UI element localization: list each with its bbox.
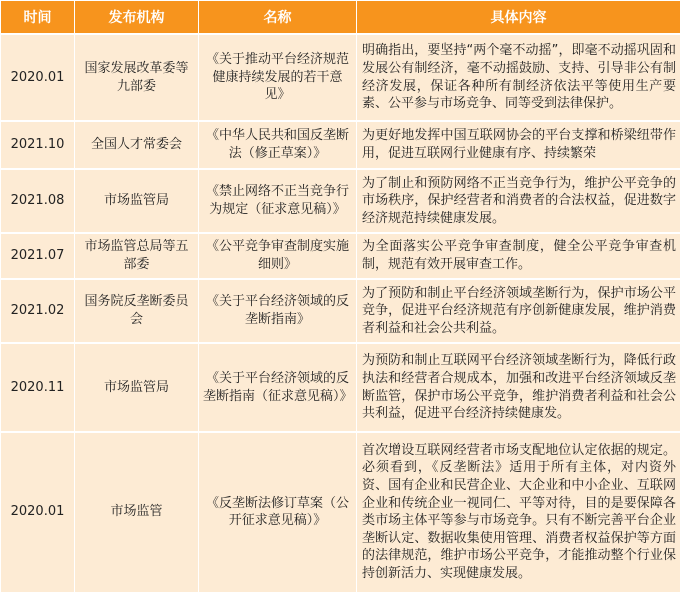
cell-name: 《中华人民共和国反垄断法（修正草案）》 [199,121,357,169]
cell-org: 市场监管总局等五部委 [75,233,199,279]
cell-content [357,432,680,592]
cell-name: 《反垄断法修订草案（公开征求意见稿）》 [199,432,357,592]
header-name: 名称 [199,1,357,35]
cell-content [357,279,680,343]
cell-content-text: 首次增设互联网经营者市场支配地位认定依据的规定。必须看到，《反垄断法》适用于所有主体，对内资外资、国有企业和民营企业、大企业和中小企业、互联网企业和传统企业一视同仁、平等对待，目的是要保障各类市场主体平等参与市场竞争。只有不断完善平台企业垄断认定、数据收集使用管理、消费者权益保护等方面的法律规范，维护市场公平竞争，才能推动整个行业保持创新活力、实现健康发展。 [362,442,676,582]
cell-content-text: 为预防和制止互联网平台经济领域垄断行为，降低行政执法和经营者合规成本，加强和改进平台经济领域反垄断监管，保护市场公平竞争，维护消费者利益和社会公共利益，促进平台经济持续健康发。 [362,353,676,422]
cell-name: 《关于平台经济领域的反垄断指南》 [199,279,357,343]
cell-content-text: 为了预防和制止平台经济领域垄断行为，保护市场公平竞争，促进平台经济规范有序创新健康发展，维护消费者利益和社会公共利益。 [362,285,676,336]
cell-org: 国家发展改革委等九部委 [75,34,199,121]
cell-content [357,343,680,432]
cell-org: 国务院反垄断委员会 [75,279,199,343]
cell-date: 2020.11 [1,343,75,432]
cell-date: 2021.10 [1,121,75,169]
table-row [1,121,680,169]
header-date: 时间 [1,1,75,35]
cell-content [357,233,680,279]
cell-name: 《公平竞争审查制度实施细则》 [199,233,357,279]
table-row [1,169,680,233]
table-row [1,233,680,279]
cell-org: 市场监管局 [75,343,199,432]
cell-content-text: 明确指出，要坚持“两个毫不动摇”，即毫不动摇巩固和发展公有制经济，毫不动摇鼓励、支持、引导非公有制经济发展，保证各种所有制经济依法平等使用生产要素、公平参与市场竞争、同等受到法律保护。 [362,43,676,112]
cell-date: 2020.01 [1,34,75,121]
header-org: 发布机构 [75,1,199,35]
cell-name: 《关于推动平台经济规范健康持续发展的若干意见》 [199,34,357,121]
cell-content-text: 为了制止和预防网络不正当竞争行为，维护公平竞争的市场秩序，保护经营者和消费者的合法权益，促进数字经济规范持续健康发展。 [362,175,676,226]
cell-date: 2021.07 [1,233,75,279]
cell-org: 市场监管局 [75,169,199,233]
table-header-row [1,1,680,35]
cell-content [357,34,680,121]
cell-content-text: 为更好地发挥中国互联网协会的平台支撑和桥梁纽带作用，促进互联网行业健康有序、持续繁荣 [362,128,676,161]
cell-org: 市场监管 [75,432,199,592]
cell-content-text: 为全面落实公平竞争审查制度，健全公平竞争审查机制，规范有效开展审查工作。 [362,239,676,272]
table-row [1,343,680,432]
cell-date: 2021.08 [1,169,75,233]
table-row [1,34,680,121]
cell-date: 2020.01 [1,432,75,592]
cell-date: 2021.02 [1,279,75,343]
cell-content [357,169,680,233]
header-content: 具体内容 [357,1,680,35]
table-row [1,279,680,343]
table-row [1,432,680,592]
cell-name: 《禁止网络不正当竞争行为规定（征求意见稿）》 [199,169,357,233]
cell-name: 《关于平台经济领域的反垄断指南（征求意见稿）》 [199,343,357,432]
cell-content [357,121,680,169]
cell-org: 全国人才常委会 [75,121,199,169]
